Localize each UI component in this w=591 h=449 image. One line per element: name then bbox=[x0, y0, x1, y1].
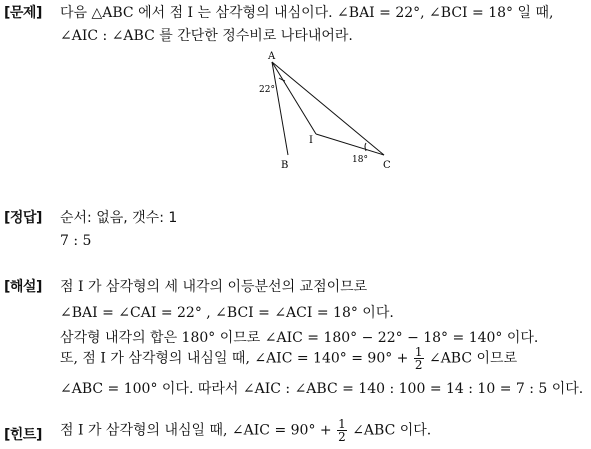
angle-arc-c bbox=[365, 143, 366, 151]
problem-line-1: 다음 △ABC 에서 점 I 는 삼각형의 내심이다. ∠BAI = 22°, ∠BCI = 18° 일 때, bbox=[60, 5, 554, 21]
explanation-line-4-post: ∠ABC 이므로 bbox=[428, 350, 518, 367]
fraction-denominator: 2 bbox=[414, 358, 423, 372]
explanation-fraction bbox=[414, 346, 424, 371]
explanation-line-1: 점 I 가 삼각형의 세 내각의 이등분선의 교점이므로 bbox=[60, 279, 368, 295]
hint-line-pre: 점 I 가 삼각형의 내심일 때, ∠AIC = 90° + bbox=[60, 422, 332, 439]
explanation-line-3: 삼각형 내각의 합은 180° 이므로 ∠AIC = 180° − 22° − 18° = 140° 이다. bbox=[60, 330, 539, 346]
angle-a-label: 22° bbox=[259, 85, 275, 95]
hint-fraction-denominator: 2 bbox=[338, 430, 346, 444]
explanation-line-4-pre: 또, 점 I 가 삼각형의 내심일 때, ∠AIC = 140° = 90° + bbox=[60, 350, 409, 367]
answer-tag: [정답] bbox=[4, 210, 42, 226]
hint-tag: [힌트] bbox=[4, 427, 42, 443]
hint-fraction-numerator: 1 bbox=[338, 417, 346, 431]
hint-line-post: ∠ABC 이다. bbox=[352, 422, 432, 439]
fraction-numerator: 1 bbox=[414, 345, 423, 359]
answer-line-2: 7 : 5 bbox=[60, 233, 92, 249]
hint-line bbox=[60, 418, 431, 443]
vertex-a-label: A bbox=[268, 51, 276, 62]
problem-line-2: ∠AIC : ∠ABC 를 간단한 정수비로 나타내어라. bbox=[60, 28, 353, 44]
explanation-tag: [해설] bbox=[4, 279, 42, 295]
explanation-line-4 bbox=[60, 346, 517, 371]
problem-tag: [문제] bbox=[4, 5, 42, 21]
side-ac bbox=[272, 62, 384, 155]
answer-line-1: 순서: 없음, 갯수: 1 bbox=[60, 210, 178, 226]
vertex-b-label: B bbox=[281, 160, 289, 171]
angle-c-label: 18° bbox=[352, 155, 368, 165]
incenter-label: I bbox=[309, 135, 313, 146]
hint-fraction bbox=[337, 418, 347, 443]
bisector-ci bbox=[316, 134, 384, 155]
explanation-line-2: ∠BAI = ∠CAI = 22° , ∠BCI = ∠ACI = 18° 이다. bbox=[60, 305, 394, 321]
explanation-line-5: ∠ABC = 100° 이다. 따라서 ∠AIC : ∠ABC = 140 : 100 = 14 : 10 = 7 : 5 이다. bbox=[60, 381, 584, 397]
vertex-c-label: C bbox=[383, 160, 391, 171]
